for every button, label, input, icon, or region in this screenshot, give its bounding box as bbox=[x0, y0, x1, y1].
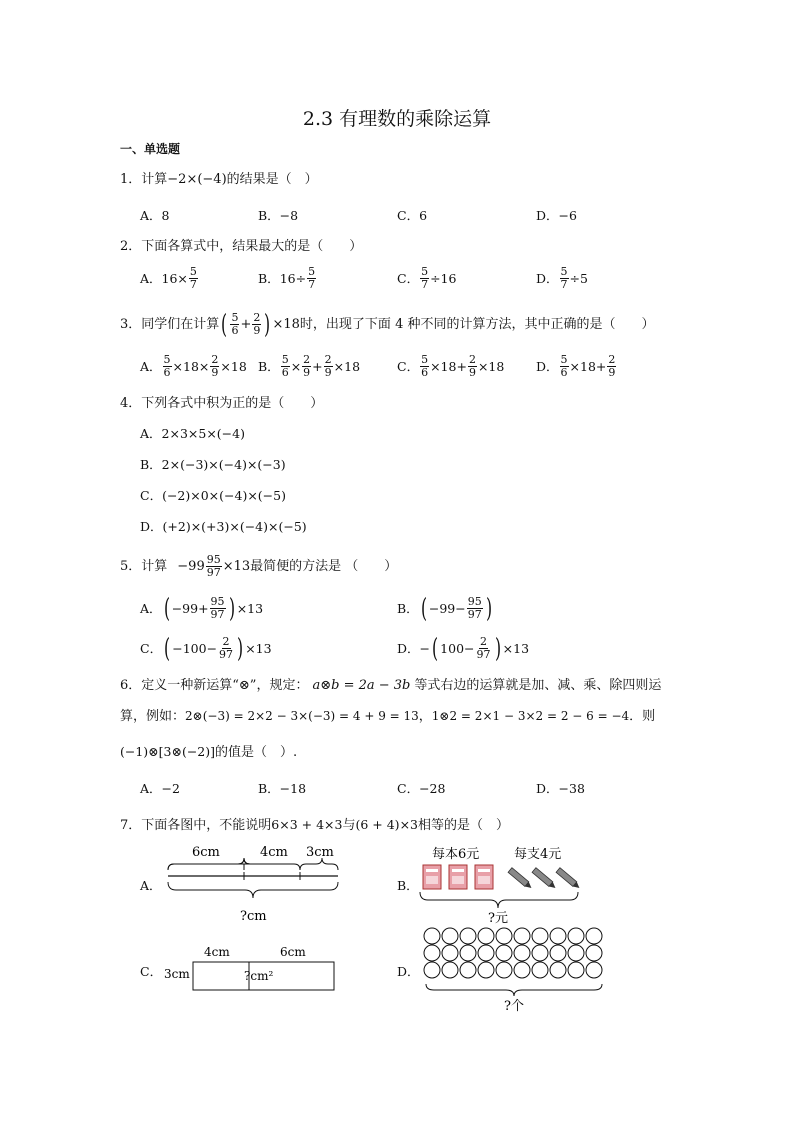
q7-option-d-label[interactable]: D． bbox=[397, 964, 420, 979]
q5-option-a[interactable] bbox=[140, 593, 264, 624]
left-paren: ( bbox=[420, 593, 427, 624]
q6-line2-suffix: ．则 bbox=[629, 709, 656, 724]
option-label: B． bbox=[258, 358, 280, 374]
q5-option-d[interactable] bbox=[397, 633, 530, 664]
q4-option-d[interactable]: D．(+2)×(+3)×(−4)×(−5) bbox=[140, 519, 307, 534]
circle-item bbox=[496, 928, 512, 944]
q5-prefix: 5．计算 bbox=[120, 558, 168, 574]
question-1-stem bbox=[120, 170, 318, 190]
left-paren: ( bbox=[163, 593, 170, 624]
circle-item bbox=[532, 945, 548, 961]
operator: ×18+ bbox=[569, 358, 607, 374]
q6-example-2: 1⊗2 = 2×1 − 3×2 = 2 − 6 = −4 bbox=[431, 709, 630, 723]
numerator: 5 bbox=[163, 353, 171, 366]
fraction bbox=[307, 266, 316, 291]
numerator: 2 bbox=[608, 353, 616, 366]
numerator: 2 bbox=[468, 353, 476, 366]
denominator: 9 bbox=[468, 366, 476, 379]
circle-item bbox=[424, 945, 440, 961]
circle-item bbox=[532, 962, 548, 978]
q2-option-c[interactable] bbox=[397, 266, 456, 291]
denominator: 9 bbox=[211, 366, 219, 379]
label-width-4cm: 4cm bbox=[204, 945, 230, 959]
fraction bbox=[210, 354, 219, 379]
fraction bbox=[607, 354, 616, 379]
numerator: 5 bbox=[560, 265, 568, 278]
minus-sign: − bbox=[419, 640, 431, 656]
option-label: C． bbox=[397, 270, 420, 286]
circle-grid bbox=[424, 928, 602, 978]
label-total-ge: ?个 bbox=[504, 999, 524, 1014]
q6-line3-suffix: 的值是（ ）. bbox=[215, 745, 298, 760]
q1-option-c[interactable]: C．6 bbox=[397, 208, 428, 223]
q6-separator: ， bbox=[418, 709, 432, 724]
q1-option-a[interactable]: A．8 bbox=[140, 208, 170, 223]
operator: ×18 bbox=[220, 358, 247, 374]
numerator: 5 bbox=[189, 265, 197, 278]
label-height-3cm: 3cm bbox=[164, 967, 190, 981]
circle-item bbox=[478, 962, 494, 978]
option-label: C． bbox=[140, 640, 163, 656]
q6-option-c[interactable]: C．−28 bbox=[397, 781, 446, 796]
option-post: ÷5 bbox=[569, 270, 588, 286]
option-post: ×13 bbox=[245, 640, 272, 656]
denominator: 6 bbox=[163, 366, 171, 379]
option-label: D． bbox=[536, 358, 559, 374]
q7-option-a-label[interactable]: A． bbox=[140, 878, 162, 893]
q2-option-d[interactable] bbox=[536, 266, 588, 291]
q7-suffix: 相等的是（ ） bbox=[418, 818, 510, 833]
circle-item bbox=[550, 928, 566, 944]
option-pre: −99+ bbox=[171, 600, 209, 616]
label-area: ?cm² bbox=[244, 969, 274, 983]
circle-item bbox=[514, 945, 530, 961]
option-post: ×13 bbox=[502, 640, 530, 656]
pen-icon bbox=[556, 868, 581, 891]
question-4-stem: 4．下列各式中积为正的是（ ） bbox=[120, 396, 324, 411]
label-6cm: 6cm bbox=[192, 845, 220, 860]
denominator: 9 bbox=[303, 366, 311, 379]
q5-suffix: 最简便的方法是 （ ） bbox=[250, 558, 398, 574]
denominator: 7 bbox=[308, 278, 316, 291]
q5-option-b[interactable] bbox=[397, 593, 494, 624]
q6-expression: (−1)⊗[3⊗(−2)] bbox=[120, 744, 216, 759]
numerator: 5 bbox=[231, 311, 239, 324]
fraction bbox=[324, 354, 333, 379]
option-post: ×13 bbox=[236, 600, 264, 616]
numerator: 2 bbox=[303, 353, 311, 366]
q6-line1-suffix: 等式右边的运算就是加、减、乘、除四则运 bbox=[414, 678, 662, 693]
operator: ×18 bbox=[477, 358, 505, 374]
brace-total bbox=[426, 984, 602, 996]
numerator: 2 bbox=[324, 353, 332, 366]
q3-option-c[interactable] bbox=[397, 354, 504, 379]
denominator: 7 bbox=[421, 278, 429, 291]
circle-item bbox=[568, 945, 584, 961]
numerator: 5 bbox=[421, 265, 429, 278]
q6-example-1: 2⊗(−3) = 2×2 − 3×(−3) = 4 + 9 = 13 bbox=[185, 709, 419, 723]
circle-item bbox=[442, 962, 458, 978]
option-label: A． bbox=[140, 600, 162, 616]
circle-item bbox=[550, 945, 566, 961]
q1-expr: −2×(−4) bbox=[167, 172, 227, 187]
numerator: 5 bbox=[281, 353, 289, 366]
q1-option-b[interactable]: B．−8 bbox=[258, 208, 299, 223]
denominator: 6 bbox=[281, 366, 289, 379]
fraction bbox=[476, 636, 492, 661]
question-3-stem bbox=[120, 309, 655, 340]
q6-option-b[interactable]: B．−18 bbox=[258, 781, 307, 796]
q4-option-b[interactable]: B．2×(−3)×(−4)×(−3) bbox=[140, 457, 286, 472]
figure-a-segments bbox=[160, 842, 350, 927]
section-heading: 一、单选题 bbox=[120, 142, 181, 156]
circle-item bbox=[568, 962, 584, 978]
question-7-stem bbox=[120, 815, 509, 836]
pen-icon bbox=[508, 868, 533, 891]
q3-suffix: ×18时，出现了下面 4 种不同的计算方法，其中正确的是（ ） bbox=[272, 316, 655, 332]
numerator: 2 bbox=[222, 635, 230, 648]
mixed-number-whole: −99 bbox=[177, 558, 205, 574]
option-label: D． bbox=[397, 640, 420, 656]
label-total-cm: ?cm bbox=[240, 909, 267, 924]
q1-option-d[interactable]: D．−6 bbox=[536, 208, 577, 223]
pen-icon bbox=[532, 868, 557, 891]
fraction bbox=[420, 266, 429, 291]
circle-item bbox=[532, 928, 548, 944]
figure-d-circles bbox=[418, 926, 613, 1014]
denominator: 9 bbox=[253, 324, 261, 337]
q6-option-d[interactable]: D．−38 bbox=[536, 781, 585, 796]
fraction bbox=[252, 312, 261, 337]
q1-suffix: 的结果是（ ） bbox=[226, 172, 318, 187]
denominator: 97 bbox=[467, 608, 482, 621]
right-paren: ) bbox=[228, 593, 235, 624]
right-paren: ) bbox=[264, 309, 271, 340]
book-price-label: 每本6元 bbox=[432, 847, 480, 862]
q3-prefix: 3．同学们在计算 bbox=[120, 316, 220, 332]
book-icon bbox=[475, 865, 493, 889]
fraction bbox=[467, 596, 483, 621]
option-pre: −100− bbox=[172, 640, 218, 656]
brace-total bbox=[420, 892, 578, 908]
option-label: A． bbox=[140, 358, 162, 374]
right-paren: ) bbox=[494, 633, 501, 664]
fraction bbox=[189, 266, 198, 291]
numerator: 95 bbox=[206, 553, 221, 566]
q4-option-c[interactable]: C．(−2)×0×(−4)×(−5) bbox=[140, 488, 286, 503]
fraction bbox=[281, 354, 290, 379]
numerator: 5 bbox=[421, 353, 429, 366]
circle-item bbox=[478, 928, 494, 944]
q6-line2-prefix: 算，例如： bbox=[120, 709, 186, 724]
option-label: A． bbox=[140, 270, 162, 286]
circle-item bbox=[496, 962, 512, 978]
label-total-yuan: ?元 bbox=[488, 911, 508, 926]
operator: + bbox=[312, 358, 323, 374]
numerator: 5 bbox=[308, 265, 316, 278]
circle-item bbox=[442, 928, 458, 944]
fraction bbox=[230, 312, 239, 337]
q4-option-a[interactable]: A．2×3×5×(−4) bbox=[140, 426, 245, 441]
q3-option-a[interactable] bbox=[140, 354, 247, 379]
q7-option-b-label[interactable]: B． bbox=[397, 878, 419, 893]
circle-item bbox=[550, 962, 566, 978]
option-pre: 16÷ bbox=[279, 270, 307, 286]
operator: × bbox=[290, 358, 302, 374]
circle-item bbox=[460, 962, 476, 978]
q7-expr-2: (6 + 4)×3 bbox=[355, 817, 418, 832]
option-label: C． bbox=[397, 358, 420, 374]
q7-expr-1: 6×3 + 4×3 bbox=[271, 817, 343, 832]
denominator: 97 bbox=[206, 566, 221, 579]
numerator: 2 bbox=[253, 311, 261, 324]
operator: ×18 bbox=[333, 358, 361, 374]
q7-option-c-label[interactable]: C． bbox=[140, 964, 163, 979]
denominator: 7 bbox=[189, 278, 197, 291]
q6-option-a[interactable]: A．−2 bbox=[140, 781, 180, 796]
q6-line1-text: 6．定义一种新运算“⊗”，规定： bbox=[120, 678, 309, 693]
left-paren: ( bbox=[432, 633, 439, 664]
circle-item bbox=[586, 945, 602, 961]
q3-option-d[interactable] bbox=[536, 354, 617, 379]
denominator: 97 bbox=[219, 648, 234, 661]
q6-rule: a⊗b = 2a − 3b bbox=[312, 678, 411, 693]
q2-option-a[interactable] bbox=[140, 266, 199, 291]
book-icon bbox=[449, 865, 467, 889]
operator: ×18× bbox=[172, 358, 210, 374]
option-pre: 16× bbox=[161, 270, 188, 286]
denominator: 9 bbox=[608, 366, 616, 379]
question-6-line-2 bbox=[120, 706, 655, 727]
numerator: 95 bbox=[210, 595, 225, 608]
left-paren: ( bbox=[164, 633, 171, 664]
circle-item bbox=[514, 962, 530, 978]
denominator: 97 bbox=[476, 648, 491, 661]
label-3cm: 3cm bbox=[306, 845, 334, 860]
q5-expr-post: ×13 bbox=[222, 558, 251, 574]
q7-prefix: 7．下面各图中，不能说明 bbox=[120, 818, 272, 833]
denominator: 6 bbox=[231, 324, 239, 337]
circle-item bbox=[586, 928, 602, 944]
left-paren: ( bbox=[221, 309, 228, 340]
right-paren: ) bbox=[237, 633, 244, 664]
q5-option-c[interactable] bbox=[140, 633, 272, 664]
numerator: 5 bbox=[560, 353, 568, 366]
option-pre: −99− bbox=[428, 600, 466, 616]
option-pre: 100− bbox=[440, 640, 475, 656]
fraction bbox=[468, 354, 477, 379]
numerator: 95 bbox=[467, 595, 482, 608]
q1-prefix: 1．计算 bbox=[120, 172, 168, 187]
circle-item bbox=[586, 962, 602, 978]
operator: ×18+ bbox=[430, 358, 467, 374]
q3-option-b[interactable] bbox=[258, 354, 360, 379]
fraction bbox=[218, 636, 234, 661]
denominator: 7 bbox=[560, 278, 568, 291]
question-6-line-1 bbox=[120, 676, 661, 696]
question-5-stem bbox=[120, 554, 397, 579]
circle-item bbox=[514, 928, 530, 944]
page-title: 2.3 有理数的乘除运算 bbox=[302, 108, 492, 130]
circle-item bbox=[568, 928, 584, 944]
label-width-6cm: 6cm bbox=[280, 945, 306, 959]
fraction bbox=[163, 354, 172, 379]
numerator: 2 bbox=[480, 635, 488, 648]
option-post: ÷16 bbox=[430, 270, 457, 286]
option-label: D． bbox=[536, 270, 559, 286]
figure-b-books-pens bbox=[412, 842, 592, 927]
book-icon bbox=[423, 865, 441, 889]
question-6-line-3 bbox=[120, 742, 297, 763]
denominator: 97 bbox=[210, 608, 225, 621]
circle-item bbox=[442, 945, 458, 961]
pen-price-label: 每支4元 bbox=[514, 847, 562, 862]
circle-item bbox=[478, 945, 494, 961]
circle-item bbox=[424, 928, 440, 944]
figure-c-rectangle bbox=[160, 940, 345, 995]
option-label: B． bbox=[258, 270, 280, 286]
denominator: 9 bbox=[324, 366, 332, 379]
option-label: B． bbox=[397, 600, 419, 616]
brace-total bbox=[168, 882, 338, 898]
denominator: 6 bbox=[421, 366, 429, 379]
fraction bbox=[560, 266, 569, 291]
circle-item bbox=[460, 945, 476, 961]
q7-mid: 与 bbox=[342, 818, 356, 833]
denominator: 6 bbox=[560, 366, 568, 379]
numerator: 2 bbox=[211, 353, 219, 366]
circle-item bbox=[460, 928, 476, 944]
circle-item bbox=[424, 962, 440, 978]
label-4cm: 4cm bbox=[260, 845, 288, 860]
q2-option-b[interactable] bbox=[258, 266, 317, 291]
fraction bbox=[420, 354, 429, 379]
circle-item bbox=[496, 945, 512, 961]
fraction bbox=[210, 596, 226, 621]
right-paren: ) bbox=[485, 593, 492, 624]
fraction bbox=[206, 554, 222, 579]
fraction bbox=[560, 354, 569, 379]
question-2-stem: 2．下面各算式中，结果最大的是（ ） bbox=[120, 239, 363, 254]
plus-sign: + bbox=[240, 316, 252, 332]
fraction bbox=[302, 354, 311, 379]
